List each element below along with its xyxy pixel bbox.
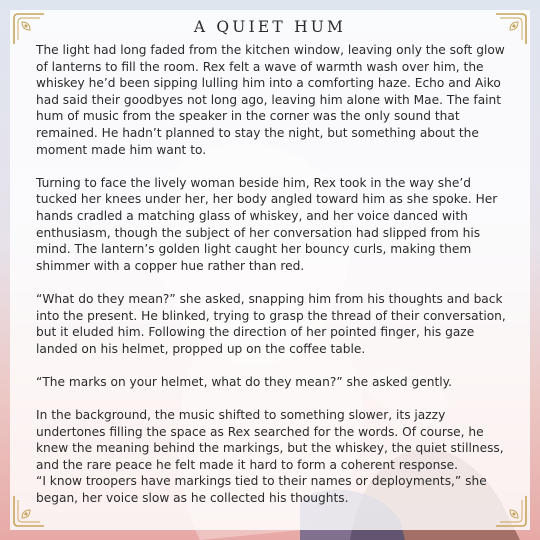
ornament-corner-icon (494, 494, 528, 528)
story-card (10, 10, 530, 530)
story-paragraph: “The marks on your helmet, what do they mean?” she asked gently. (36, 374, 452, 389)
story-paragraph: “What do they mean?” she asked, snapping him from his thoughts and back into the present. He blinked, trying to grasp the thread of their conversation, but it eluded him. Following the direction of her pointed finger, his gaze landed on his helmet, propped up on the coffee table. (36, 291, 506, 356)
story-paragraph: The light had long faded from the kitchen window, leaving only the soft glow of lanterns to fill the room. Rex felt a wave of warmth wash over him, the whiskey he’d been sipping lulling him into a comforting haze. Echo and Aiko had said their goodbyes not long ago, leaving him alone with Mae. The faint hum of music from the speaker in the corner was the only sound that remained. He hadn’t planned to stay the night, but something about the moment made him want to. (36, 43, 505, 157)
page-title: A QUIET HUM (193, 18, 347, 36)
story-body (36, 42, 510, 523)
story-paragraph: Turning to face the lively woman beside him, Rex took in the way she’d tucked her knees under her, her body angled toward him as she spoke. Her hands cradled a matching glass of whiskey, and her voice danced with enthusiasm, though the subject of her conversation had slipped from his mind. The lantern’s golden light caught her bouncy curls, making them shimmer with a copper hue rather than red. (36, 175, 498, 273)
ornament-corner-icon (494, 12, 528, 46)
story-paragraph: In the background, the music shifted to something slower, its jazzy undertones filling the space as Rex searched for the words. Of course, he knew the meaning behind the markings, but the whiskey, the quiet stillness, and the rare peace he felt made it hard to form a coherent response. (36, 408, 504, 472)
story-paragraph: “I know troopers have markings tied to their names or deployments,” she began, her voice slow as he collected his thoughts. (36, 474, 487, 506)
ornament-corner-icon (12, 494, 46, 528)
ornament-corner-icon (12, 12, 46, 46)
